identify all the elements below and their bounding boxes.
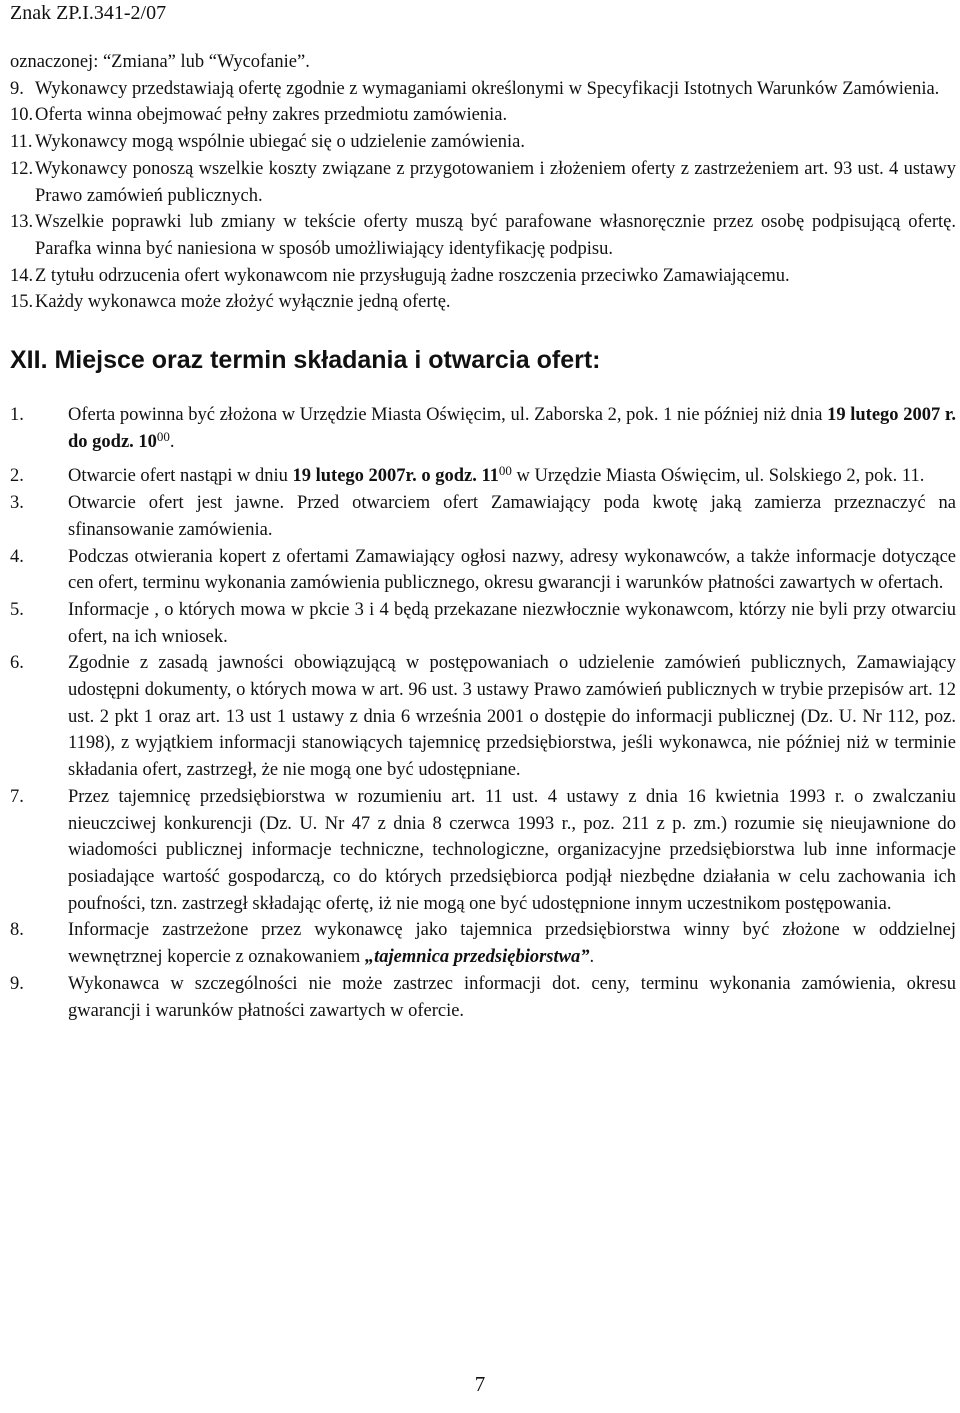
section-heading: XII. Miejsce oraz termin składania i otwarcia ofert: — [10, 346, 601, 375]
item-number: 13. — [10, 212, 34, 233]
item-text: Oferta powinna być złożona w Urzędzie Miasta Oświęcim, ul. Zaborska 2, pok. 1 nie później niż dnia — [68, 405, 828, 426]
intro-item-13 — [10, 209, 956, 262]
item-text: Z tytułu odrzucenia ofert wykonawcom nie przysługują żadne roszczenia przeciwko Zamawiającemu. — [35, 265, 790, 286]
section-list — [10, 402, 956, 1024]
intro-item-12 — [10, 156, 956, 209]
intro-item-14 — [10, 263, 956, 290]
list-item-4 — [10, 544, 956, 597]
item-text: Oferta winna obejmować pełny zakres przedmiotu zamówienia. — [35, 105, 508, 126]
item-text: Wykonawcy mogą wspólnie ubiegać się o udzielenie zamówienia. — [35, 132, 525, 153]
item-number: 5. — [10, 599, 24, 620]
item-number: 9. — [10, 973, 24, 994]
item-number: 2. — [10, 466, 24, 487]
opening-date: 19 lutego 2007r. o godz. 11 — [292, 466, 499, 487]
item-number: 1. — [10, 405, 24, 426]
item-text-end: . — [589, 947, 595, 968]
intro-item-15 — [10, 289, 956, 316]
item-number: 15. — [10, 292, 34, 313]
item-text: Wykonawca w szczególności nie może zastrzec informacji dot. ceny, terminu wykonania zamówienia, okresu gwarancji i warunków płatności zawartych w ofercie. — [68, 973, 956, 1021]
intro-item-9 — [10, 76, 956, 103]
list-item-7 — [10, 784, 956, 918]
document-body — [10, 49, 956, 1024]
submission-deadline-minutes: 00 — [156, 428, 170, 444]
item-number: 8. — [10, 920, 24, 941]
item-text: Przez tajemnicę przedsiębiorstwa w rozumieniu art. 11 ust. 4 ustawy z dnia 16 kwietnia 1993 r. o zwalczaniu nieuczciwej konkurencji (Dz. U. Nr 47 z dnia 8 czerwca 1993 r., poz. 211 z p. zm.) rozumie się nieujawnione do wiadomości publicznej informacje techniczne, technologiczne, organizacyjne przedsiębiorstwa lub inne informacje posiadające wartość gospodarczą, co do których przedsiębiorca podjął niezbędne działania w celu zachowania ich poufności, tzn. zastrzegł składając ofertę, iż nie mogą one być udostępnione innym uczestnikom postępowania. — [68, 786, 956, 914]
list-item-1 — [10, 402, 956, 455]
list-item-9 — [10, 971, 956, 1024]
intro-item-10 — [10, 102, 956, 129]
item-text: Zgodnie z zasadą jawności obowiązującą w postępowaniach o udzielenie zamówień publicznych, Zamawiający udostępni dokumenty, o których mowa w art. 96 ust. 3 ustawy Prawo zamówień publicznych w trybie przepisów art. 12 ust. 2 pkt 1 oraz art. 13 ust 1 ustawy z dnia 6 września 2001 o dostępie do informacji publicznej (Dz. U. Nr 112, poz. 1198), z wyjątkiem informacji stanowiących tajemnicę przedsiębiorstwa, jeśli wykonawca, nie później niż w terminie składania ofert, zastrzegł, że nie mogą one być udostępniane. — [68, 653, 956, 781]
confidential-label: „tajemnica przedsiębiorstwa” — [364, 947, 590, 968]
item-text-end: . — [169, 431, 175, 452]
item-number: 11. — [10, 132, 33, 153]
item-text: Informacje , o których mowa w pkcie 3 i 4 będą przekazane niezwłocznie wykonawcom, którzy nie byli przy otwarciu ofert, na ich wniosek. — [68, 599, 956, 647]
item-text: Podczas otwierania kopert z ofertami Zamawiający ogłosi nazwy, adresy wykonawców, a także informacje dotyczące cen ofert, terminu wykonania zamówienia publicznego, okresu gwarancji i warunków płatności zawartych w ofertach. — [68, 546, 956, 594]
item-number: 14. — [10, 265, 34, 286]
list-item-5 — [10, 597, 956, 650]
opening-date-minutes: 00 — [498, 463, 512, 479]
submission-deadline: 19 lutego 2007 r. do godz. 10 — [68, 405, 956, 452]
item-number: 7. — [10, 786, 24, 807]
list-item-8 — [10, 917, 956, 970]
page-number: 7 — [474, 1372, 486, 1396]
intro-continuation: oznaczonej: “Zmiana” lub “Wycofanie”. — [10, 52, 310, 72]
item-text: Otwarcie ofert jest jawne. Przed otwarciem ofert Zamawiający poda kwotę jaką zamierza przeznaczyć na sfinansowanie zamówienia. — [68, 493, 956, 540]
document-sign: Znak ZP.I.341-2/07 — [10, 2, 167, 24]
item-number: 4. — [10, 546, 24, 567]
item-text: Wykonawcy przedstawiają ofertę zgodnie z wymaganiami określonymi w Specyfikacji Istotnych Warunków Zamówienia. — [35, 78, 940, 99]
intro-item-11 — [10, 129, 956, 156]
item-text: Wykonawcy ponoszą wszelkie koszty związane z przygotowaniem i złożeniem oferty z zastrzeżeniem art. 93 ust. 4 ustawy Prawo zamówień publicznych. — [35, 158, 956, 206]
list-item-6 — [10, 650, 956, 784]
item-text: Wszelkie poprawki lub zmiany w tekście oferty muszą być parafowane własnoręcznie przez osobę podpisującą ofertę. Parafka winna być naniesiona w sposób umożliwiający identyfikację podpisu. — [35, 212, 956, 259]
item-number: 3. — [10, 493, 24, 514]
item-number: 6. — [10, 653, 24, 674]
item-number: 9. — [10, 78, 24, 99]
item-text-end: w Urzędzie Miasta Oświęcim, ul. Solskiego 2, pok. 11. — [511, 466, 925, 487]
item-text: Informacje zastrzeżone przez wykonawcę jako tajemnica przedsiębiorstwa winny być złożone w oddzielnej wewnętrznej kopercie z oznakowaniem — [68, 920, 956, 968]
list-item-2 — [10, 463, 956, 490]
item-text: Otwarcie ofert nastąpi w dniu — [68, 466, 293, 487]
item-number: 10. — [10, 105, 34, 126]
item-number: 12. — [10, 158, 34, 179]
item-text: Każdy wykonawca może złożyć wyłącznie jedną ofertę. — [35, 292, 451, 313]
list-item-3 — [10, 490, 956, 543]
